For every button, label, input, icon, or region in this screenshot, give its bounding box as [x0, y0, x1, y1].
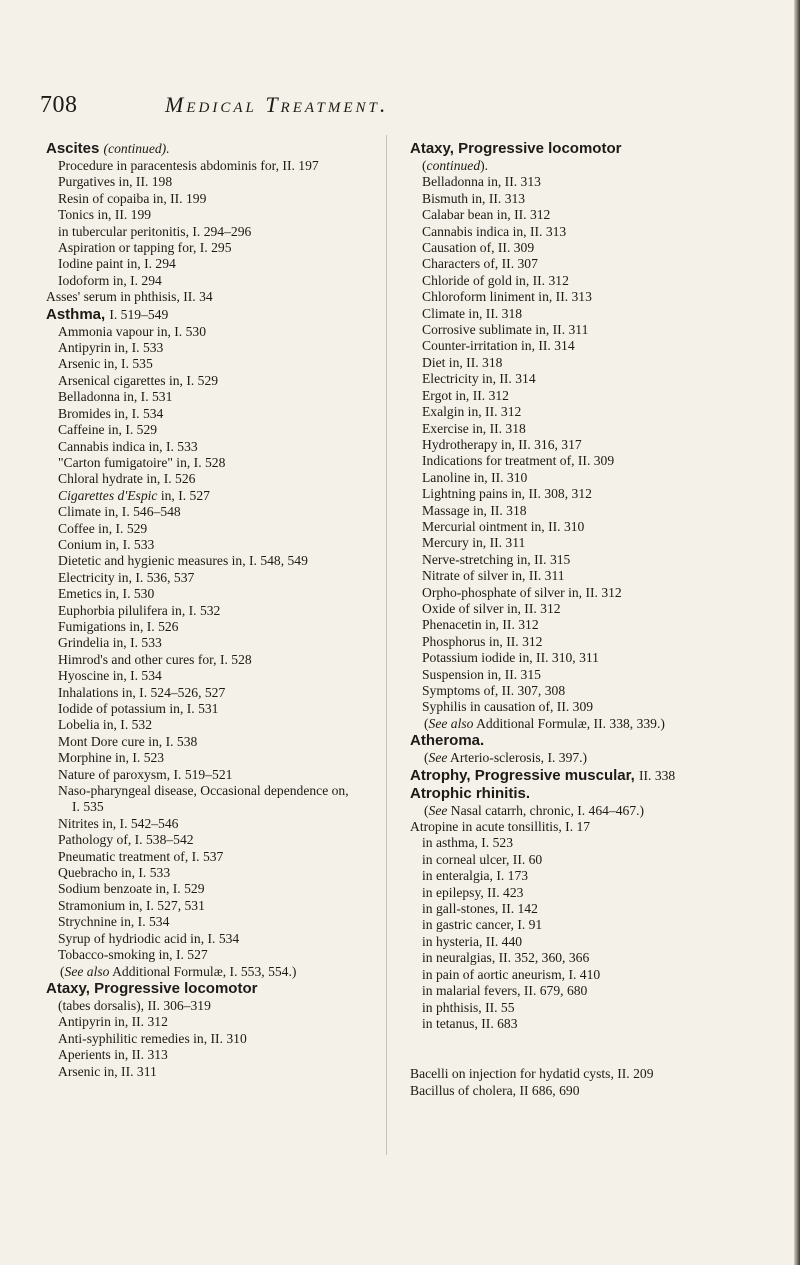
entry-italic-text: See also: [428, 715, 474, 731]
entry-text: Anti-syphilitic remedies in, II. 310: [58, 1030, 247, 1046]
index-main-entry: [46, 306, 358, 324]
entry-text: Causation of, II. 309: [422, 240, 535, 256]
index-sub-entry: [410, 371, 742, 387]
index-sub-entry: [46, 439, 358, 455]
entry-heading: Atheroma.: [410, 732, 485, 750]
index-gap: [410, 1032, 742, 1066]
index-sub-entry: [46, 240, 358, 256]
entry-text: Mercurial ointment in, II. 310: [422, 518, 585, 534]
index-main-entry: [46, 980, 358, 998]
entry-text: Chloral hydrate in, I. 526: [58, 471, 196, 487]
index-sub-entry: [410, 437, 742, 453]
entry-text: in hysteria, II. 440: [422, 933, 523, 949]
entry-text: Electricity in, I. 536, 537: [58, 569, 195, 585]
index-sub-entry: [410, 950, 742, 966]
page-edge-shadow: [794, 0, 800, 1265]
entry-reference: II. 338: [638, 767, 676, 783]
index-sub-entry: [410, 256, 742, 272]
entry-reference: I. 519–549: [109, 306, 169, 322]
index-sub-entry: [46, 471, 358, 487]
entry-text: in gastric cancer, I. 91: [422, 917, 543, 933]
entry-text: Syrup of hydriodic acid in, I. 534: [58, 930, 240, 946]
index-sub-entry: [46, 603, 358, 619]
entry-text: Nasal catarrh, chronic, I. 464–467.): [447, 802, 645, 818]
index-sub-entry: [46, 701, 358, 717]
page-header: [40, 90, 760, 120]
index-sub-entry: [410, 885, 742, 901]
entry-text: Arterio-sclerosis, I. 397.): [447, 750, 588, 766]
index-sub-entry: [410, 306, 742, 322]
entry-note: (continued).: [103, 141, 170, 156]
entry-text: Hydrotherapy in, II. 316, 317: [422, 436, 582, 452]
index-sub-entry: [46, 586, 358, 602]
entry-text: Characters of, II. 307: [422, 256, 538, 272]
index-column-right: [410, 140, 742, 1099]
entry-text: ).: [480, 158, 489, 173]
entry-bracket: (: [424, 715, 429, 731]
index-sub-entry: [46, 816, 358, 832]
entry-text: Himrod's and other cures for, I. 528: [58, 651, 252, 667]
entry-text: Caffeine in, I. 529: [58, 422, 158, 438]
entry-text: "Carton fumigatoire" in, I. 528: [58, 454, 226, 470]
index-sub-entry: [410, 601, 742, 617]
index-sub-entry: [410, 667, 742, 683]
index-sub-entry: [46, 947, 358, 963]
index-sub-entry: [46, 521, 358, 537]
index-entry: [410, 819, 742, 835]
index-sub-entry: [46, 158, 358, 174]
index-sub-entry: [46, 750, 358, 766]
entry-text: Exalgin in, II. 312: [422, 404, 522, 420]
index-entry: [46, 289, 358, 305]
entry-text: Nitrites in, I. 542–546: [58, 815, 179, 831]
index-entry: [410, 1066, 742, 1082]
entry-text: in tubercular peritonitis, I. 294–296: [58, 223, 252, 239]
entry-text: Indications for treatment of, II. 309: [422, 453, 615, 469]
entry-text: Emetics in, I. 530: [58, 586, 155, 602]
entry-text: Strychnine in, I. 534: [58, 914, 170, 930]
index-sub-entry: [46, 881, 358, 897]
entry-italic-text: Cigarettes d'Espic: [58, 487, 158, 503]
entry-text: Coffee in, I. 529: [58, 520, 148, 536]
index-sub-entry: [46, 998, 358, 1014]
entry-text: Symptoms of, II. 307, 308: [422, 683, 566, 698]
entry-text: Climate in, II. 318: [422, 305, 523, 321]
entry-text: Electricity in, II. 314: [422, 371, 536, 387]
index-sub-entry: [46, 832, 358, 848]
entry-text: Nerve-stretching in, II. 315: [422, 551, 571, 567]
see-also-note: [410, 803, 742, 819]
entry-text: Aspiration or tapping for, I. 295: [58, 240, 232, 256]
entry-text: Cannabis indica in, I. 533: [58, 438, 198, 454]
entry-text: Morphine in, I. 523: [58, 750, 165, 766]
entry-text: Sodium benzoate in, I. 529: [58, 881, 205, 897]
index-sub-entry: [410, 338, 742, 354]
entry-text: Phosphorus in, II. 312: [422, 633, 543, 649]
index-sub-entry: [410, 1000, 742, 1016]
index-sub-entry: [46, 324, 358, 340]
index-sub-entry: [410, 835, 742, 851]
entry-text: in corneal ulcer, II. 60: [422, 851, 543, 867]
entry-text: in malarial fevers, II. 679, 680: [422, 983, 588, 999]
index-sub-entry: [410, 503, 742, 519]
entry-italic-text: See also: [64, 963, 110, 979]
entry-text: Bismuth in, II. 313: [422, 190, 526, 206]
entry-text: Arsenical cigarettes in, I. 529: [58, 372, 219, 388]
entry-italic-text: continued: [426, 158, 481, 173]
entry-text: in tetanus, II. 683: [422, 1015, 518, 1031]
index-sub-entry: [410, 868, 742, 884]
entry-text: Grindelia in, I. 533: [58, 635, 162, 651]
index-sub-entry: [410, 852, 742, 868]
index-sub-entry: [410, 191, 742, 207]
entry-text: Stramonium in, I. 527, 531: [58, 897, 205, 913]
entry-text: Potassium iodide in, II. 310, 311: [422, 650, 599, 666]
entry-text: Belladonna in, II. 313: [422, 174, 541, 190]
index-main-entry: [410, 732, 742, 750]
index-sub-entry: [46, 1064, 358, 1080]
entry-heading: Atrophic rhinitis.: [410, 784, 530, 802]
index-sub-entry: [46, 1014, 358, 1030]
entry-text: Resin of copaiba in, II. 199: [58, 190, 207, 206]
entry-text: Additional Formulæ, I. 553, 554.): [109, 963, 297, 979]
entry-text: Iodine paint in, I. 294: [58, 256, 176, 272]
index-sub-entry: [410, 355, 742, 371]
index-sub-entry: [46, 1031, 358, 1047]
entry-text: Bacelli on injection for hydatid cysts, II. 209: [410, 1066, 654, 1082]
index-sub-entry: [46, 373, 358, 389]
entry-text: Asses' serum in phthisis, II. 34: [46, 289, 213, 305]
entry-text: Nature of paroxysm, I. 519–521: [58, 766, 233, 782]
index-sub-entry: [410, 552, 742, 568]
index-sub-entry: [46, 256, 358, 272]
index-sub-entry: [46, 849, 358, 865]
entry-italic-text: See: [428, 750, 448, 766]
index-entry: [410, 1083, 742, 1099]
see-also-note: [46, 964, 358, 980]
index-sub-entry: [46, 340, 358, 356]
index-sub-entry: [46, 734, 358, 750]
index-sub-entry: [410, 322, 742, 338]
entry-text: Tonics in, II. 199: [58, 207, 152, 223]
index-sub-entry: [46, 635, 358, 651]
entry-text: Diet in, II. 318: [422, 354, 503, 370]
entry-text: Lanoline in, II. 310: [422, 469, 528, 485]
index-sub-entry: [410, 983, 742, 999]
entry-text: (tabes dorsalis), II. 306–319: [58, 997, 211, 1013]
entry-text: Dietetic and hygienic measures in, I. 548, 549: [58, 553, 308, 569]
entry-text: Pathology of, I. 538–542: [58, 832, 194, 848]
index-main-entry: [410, 767, 742, 785]
entry-text: Fumigations in, I. 526: [58, 618, 179, 634]
index-sub-entry: [410, 174, 742, 190]
entry-text: Bromides in, I. 534: [58, 405, 164, 421]
index-sub-entry: [46, 783, 358, 816]
index-sub-entry: [410, 917, 742, 933]
index-sub-entry: [46, 865, 358, 881]
entry-text: in, I. 527: [157, 487, 210, 503]
entry-heading: Atrophy, Progressive muscular,: [410, 766, 635, 784]
entry-text: Lightning pains in, II. 308, 312: [422, 486, 592, 502]
entry-text: Climate in, I. 546–548: [58, 504, 181, 520]
index-sub-entry: [46, 717, 358, 733]
see-also-note: [410, 716, 742, 732]
entry-text: Atropine in acute tonsillitis, I. 17: [410, 819, 591, 835]
index-sub-entry: [46, 898, 358, 914]
index-sub-entry: [410, 650, 742, 666]
entry-text: Mont Dore cure in, I. 538: [58, 733, 198, 749]
index-sub-entry: [46, 553, 358, 569]
entry-text: Ergot in, II. 312: [422, 387, 509, 403]
index-sub-entry: [410, 934, 742, 950]
index-sub-entry: [410, 486, 742, 502]
entry-text: Aperients in, II. 313: [58, 1047, 168, 1063]
index-sub-entry: [46, 570, 358, 586]
entry-text: Nitrate of silver in, II. 311: [422, 568, 565, 584]
index-sub-entry: [46, 488, 358, 504]
index-sub-entry: [410, 634, 742, 650]
index-sub-entry: [46, 273, 358, 289]
index-sub-entry: [46, 668, 358, 684]
entry-text: Procedure in paracentesis abdominis for, II. 197: [58, 158, 319, 173]
entry-text: Corrosive sublimate in, II. 311: [422, 322, 589, 338]
index-sub-entry: [46, 504, 358, 520]
index-sub-entry: [410, 901, 742, 917]
index-sub-entry: [46, 191, 358, 207]
index-sub-entry: [410, 1016, 742, 1032]
entry-text: Suspension in, II. 315: [422, 666, 541, 682]
entry-text: in phthisis, II. 55: [422, 999, 515, 1015]
entry-text: Naso-pharyngeal disease, Occasional dependence on, I. 535: [58, 783, 349, 815]
index-sub-entry: [46, 652, 358, 668]
index-sub-entry: [46, 931, 358, 947]
index-sub-entry: [46, 224, 358, 240]
entry-text: Mercury in, II. 311: [422, 535, 526, 551]
entry-text: Arsenic in, I. 535: [58, 356, 153, 372]
entry-text: Orpho-phosphate of silver in, II. 312: [422, 584, 622, 600]
entry-text: Oxide of silver in, II. 312: [422, 600, 561, 616]
entry-text: Inhalations in, I. 524–526, 527: [58, 684, 226, 700]
index-sub-entry: [410, 568, 742, 584]
entry-bracket: (: [424, 802, 429, 818]
index-sub-entry: [46, 389, 358, 405]
entry-bracket: (: [422, 158, 427, 173]
running-title: Medical Treatment.: [165, 92, 389, 117]
page-number: 708: [40, 92, 78, 118]
entry-text: Calabar bean in, II. 312: [422, 207, 551, 223]
entry-text: Chloride of gold in, II. 312: [422, 272, 569, 288]
index-sub-entry: [410, 207, 742, 223]
index-main-entry: [410, 785, 742, 803]
entry-italic-text: See: [428, 802, 448, 818]
entry-bracket: (: [60, 963, 65, 979]
entry-text: Phenacetin in, II. 312: [422, 617, 539, 633]
column-divider: [386, 135, 387, 1155]
index-sub-entry: [410, 699, 742, 715]
index-sub-entry: [410, 421, 742, 437]
index-sub-entry: [410, 273, 742, 289]
entry-text: Hyoscine in, I. 534: [58, 668, 162, 684]
entry-text: Antipyrin in, I. 533: [58, 340, 164, 356]
entry-text: Massage in, II. 318: [422, 502, 527, 518]
entry-text: Bacillus of cholera, II 686, 690: [410, 1082, 580, 1098]
entry-text: Cannabis indica in, II. 313: [422, 223, 567, 239]
entry-text: in pain of aortic aneurism, I. 410: [422, 966, 601, 982]
entry-text: in gall-stones, II. 142: [422, 901, 538, 917]
index-sub-entry: [46, 685, 358, 701]
index-sub-entry: [410, 224, 742, 240]
index-sub-entry: [410, 240, 742, 256]
index-sub-entry: [46, 207, 358, 223]
index-sub-entry: [410, 683, 742, 699]
entry-text: Euphorbia pilulifera in, I. 532: [58, 602, 221, 618]
entry-text: Arsenic in, II. 311: [58, 1063, 157, 1079]
index-sub-entry: [410, 289, 742, 305]
entry-text: in asthma, I. 523: [422, 835, 513, 851]
index-sub-entry: [410, 617, 742, 633]
entry-heading: Ascites: [46, 140, 100, 157]
index-sub-entry: [410, 535, 742, 551]
entry-text: Lobelia in, I. 532: [58, 717, 153, 733]
entry-text: Purgatives in, II. 198: [58, 174, 173, 190]
entry-text: Quebracho in, I. 533: [58, 865, 171, 881]
index-sub-entry: [46, 914, 358, 930]
index-sub-entry: [410, 388, 742, 404]
entry-heading: Asthma,: [46, 305, 106, 323]
entry-text: in neuralgias, II. 352, 360, 366: [422, 950, 590, 966]
entry-text: Iodoform in, I. 294: [58, 272, 162, 288]
entry-text: Belladonna in, I. 531: [58, 389, 173, 405]
index-sub-entry: [410, 404, 742, 420]
entry-text: Syphilis in causation of, II. 309: [422, 699, 594, 715]
index-sub-entry: [46, 455, 358, 471]
index-sub-entry: [410, 519, 742, 535]
index-sub-entry: [46, 406, 358, 422]
index-sub-entry: [410, 453, 742, 469]
entry-text: Tobacco-smoking in, I. 527: [58, 947, 208, 963]
index-sub-entry: [410, 967, 742, 983]
entry-bracket: (: [424, 750, 429, 766]
see-also-note: [410, 750, 742, 766]
index-column-left: [46, 140, 358, 1080]
entry-text: Antipyrin in, II. 312: [58, 1014, 168, 1030]
index-sub-entry: [46, 174, 358, 190]
entry-text: Iodide of potassium in, I. 531: [58, 701, 219, 716]
entry-text: Exercise in, II. 318: [422, 420, 526, 436]
entry-text: Ammonia vapour in, I. 530: [58, 323, 206, 339]
index-sub-entry: [46, 537, 358, 553]
entry-text: in epilepsy, II. 423: [422, 884, 524, 900]
entry-heading: Ataxy, Progressive locomotor: [410, 140, 622, 157]
entry-heading: Ataxy, Progressive locomotor: [46, 979, 258, 997]
index-sub-entry: [46, 1047, 358, 1063]
index-sub-entry: [410, 470, 742, 486]
entry-text: Chloroform liniment in, II. 313: [422, 289, 592, 305]
entry-text: in enteralgia, I. 173: [422, 868, 529, 884]
index-sub-entry: [46, 356, 358, 372]
index-sub-entry: [410, 158, 742, 174]
entry-text: Additional Formulæ, II. 338, 339.): [473, 715, 665, 731]
entry-text: Pneumatic treatment of, I. 537: [58, 848, 224, 864]
index-main-entry: [410, 140, 742, 158]
entry-text: Conium in, I. 533: [58, 536, 155, 552]
entry-text: Counter-irritation in, II. 314: [422, 338, 575, 354]
index-main-entry: [46, 140, 358, 158]
index-sub-entry: [46, 422, 358, 438]
index-sub-entry: [46, 767, 358, 783]
index-sub-entry: [410, 585, 742, 601]
index-sub-entry: [46, 619, 358, 635]
